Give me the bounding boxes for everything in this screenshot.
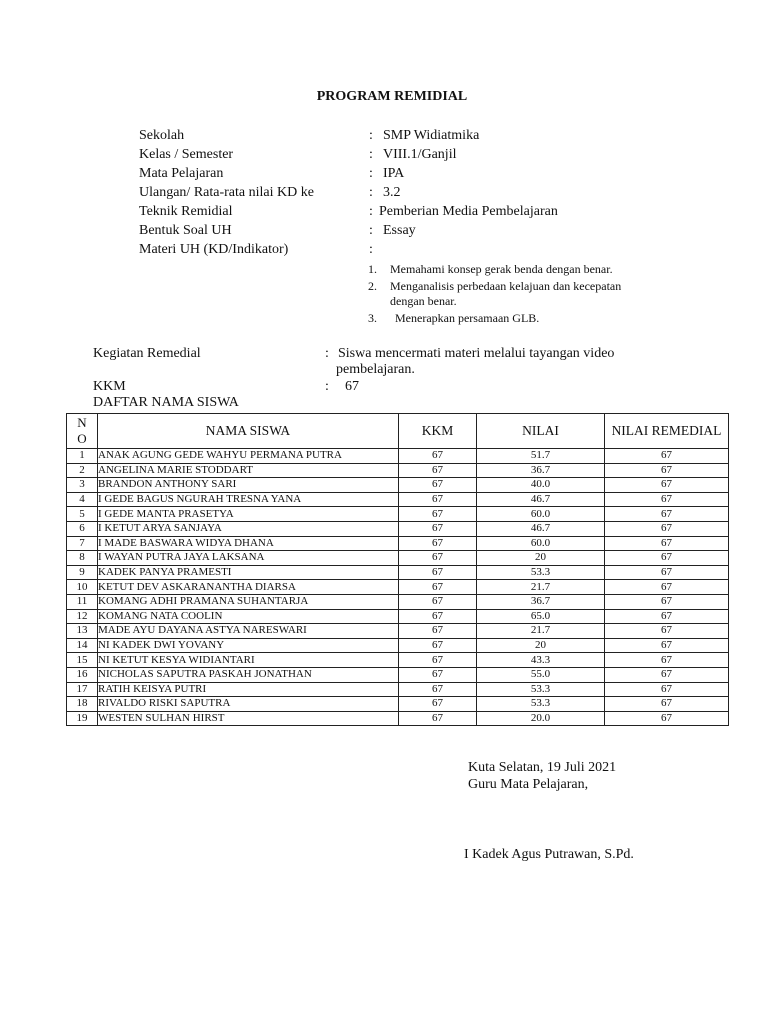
cell-no: 6 bbox=[67, 521, 98, 536]
info-label: Sekolah bbox=[139, 128, 185, 143]
cell-score: 40.0 bbox=[477, 478, 605, 493]
cell-no: 9 bbox=[67, 565, 98, 580]
activity-text: Siswa mencermati materi melalui tayangan video bbox=[338, 346, 615, 361]
activity-text-continued: pembelajaran. bbox=[336, 362, 415, 377]
table-row bbox=[67, 624, 729, 639]
table-row bbox=[67, 609, 729, 624]
table-row bbox=[67, 521, 729, 536]
cell-score: 46.7 bbox=[477, 521, 605, 536]
cell-no: 12 bbox=[67, 609, 98, 624]
student-list-heading: DAFTAR NAMA SISWA bbox=[93, 395, 239, 410]
objective-item bbox=[0, 262, 768, 278]
cell-remedial: 67 bbox=[605, 536, 729, 551]
cell-score: 60.0 bbox=[477, 507, 605, 522]
cell-name: NI KADEK DWI YOVANY bbox=[98, 638, 399, 653]
table-row bbox=[67, 638, 729, 653]
cell-kkm: 67 bbox=[399, 449, 477, 464]
cell-remedial: 67 bbox=[605, 682, 729, 697]
objective-number: 3. bbox=[368, 311, 377, 325]
header-no-line2: O bbox=[77, 431, 87, 446]
cell-no: 15 bbox=[67, 653, 98, 668]
signature-role: Guru Mata Pelajaran, bbox=[468, 777, 589, 792]
cell-remedial: 67 bbox=[605, 697, 729, 712]
cell-score: 55.0 bbox=[477, 667, 605, 682]
table-row bbox=[67, 463, 729, 478]
cell-remedial: 67 bbox=[605, 624, 729, 639]
cell-kkm: 67 bbox=[399, 551, 477, 566]
cell-score: 36.7 bbox=[477, 463, 605, 478]
cell-kkm: 67 bbox=[399, 609, 477, 624]
info-separator: : bbox=[369, 166, 373, 181]
cell-name: WESTEN SULHAN HIRST bbox=[98, 711, 399, 726]
info-value: VIII.1/Ganjil bbox=[383, 147, 457, 162]
cell-score: 65.0 bbox=[477, 609, 605, 624]
info-value: Pemberian Media Pembelajaran bbox=[379, 204, 558, 219]
info-separator: : bbox=[369, 204, 373, 219]
cell-remedial: 67 bbox=[605, 667, 729, 682]
cell-kkm: 67 bbox=[399, 492, 477, 507]
cell-score: 20 bbox=[477, 551, 605, 566]
header-score: NILAI bbox=[477, 414, 605, 449]
cell-kkm: 67 bbox=[399, 463, 477, 478]
info-value: 3.2 bbox=[383, 185, 401, 200]
cell-score: 53.3 bbox=[477, 682, 605, 697]
table-row bbox=[67, 594, 729, 609]
table-row bbox=[67, 667, 729, 682]
cell-name: KOMANG NATA COOLIN bbox=[98, 609, 399, 624]
table-row bbox=[67, 536, 729, 551]
info-row-subject bbox=[0, 166, 768, 186]
objective-number: 2. bbox=[368, 279, 377, 293]
cell-remedial: 67 bbox=[605, 449, 729, 464]
cell-remedial: 67 bbox=[605, 565, 729, 580]
info-separator: : bbox=[369, 147, 373, 162]
cell-no: 10 bbox=[67, 580, 98, 595]
cell-score: 20.0 bbox=[477, 711, 605, 726]
cell-kkm: 67 bbox=[399, 507, 477, 522]
info-row-material bbox=[0, 242, 768, 262]
cell-no: 3 bbox=[67, 478, 98, 493]
cell-name: KOMANG ADHI PRAMANA SUHANTARJA bbox=[98, 594, 399, 609]
cell-name: KADEK PANYA PRAMESTI bbox=[98, 565, 399, 580]
cell-kkm: 67 bbox=[399, 594, 477, 609]
info-row-kd bbox=[0, 185, 768, 205]
cell-kkm: 67 bbox=[399, 624, 477, 639]
objective-number: 1. bbox=[368, 262, 377, 276]
cell-score: 43.3 bbox=[477, 653, 605, 668]
cell-score: 60.0 bbox=[477, 536, 605, 551]
cell-score: 46.7 bbox=[477, 492, 605, 507]
info-label: Bentuk Soal UH bbox=[139, 223, 232, 238]
cell-name: I WAYAN PUTRA JAYA LAKSANA bbox=[98, 551, 399, 566]
cell-kkm: 67 bbox=[399, 521, 477, 536]
table-row bbox=[67, 682, 729, 697]
header-no bbox=[67, 414, 98, 449]
cell-name: NICHOLAS SAPUTRA PASKAH JONATHAN bbox=[98, 667, 399, 682]
cell-name: MADE AYU DAYANA ASTYA NARESWARI bbox=[98, 624, 399, 639]
kkm-value: 67 bbox=[345, 379, 359, 394]
cell-name: NI KETUT KESYA WIDIANTARI bbox=[98, 653, 399, 668]
table-row bbox=[67, 565, 729, 580]
table-row bbox=[67, 697, 729, 712]
cell-remedial: 67 bbox=[605, 594, 729, 609]
table-row bbox=[67, 653, 729, 668]
cell-kkm: 67 bbox=[399, 667, 477, 682]
objective-text-continued: dengan benar. bbox=[390, 294, 457, 308]
info-label: Teknik Remidial bbox=[139, 204, 233, 219]
student-table bbox=[66, 413, 729, 726]
header-no-line1: N bbox=[77, 415, 87, 430]
kkm-separator: : bbox=[325, 379, 329, 394]
cell-score: 21.7 bbox=[477, 624, 605, 639]
info-row-school bbox=[0, 128, 768, 148]
table-row bbox=[67, 449, 729, 464]
cell-kkm: 67 bbox=[399, 682, 477, 697]
cell-no: 19 bbox=[67, 711, 98, 726]
cell-no: 5 bbox=[67, 507, 98, 522]
objective-item bbox=[0, 311, 768, 327]
info-row-question-form bbox=[0, 223, 768, 243]
info-value: SMP Widiatmika bbox=[383, 128, 480, 143]
info-separator: : bbox=[369, 242, 373, 257]
cell-no: 17 bbox=[67, 682, 98, 697]
header-kkm: KKM bbox=[399, 414, 477, 449]
cell-score: 53.3 bbox=[477, 565, 605, 580]
cell-name: RATIH KEISYA PUTRI bbox=[98, 682, 399, 697]
cell-remedial: 67 bbox=[605, 653, 729, 668]
cell-kkm: 67 bbox=[399, 580, 477, 595]
table-row bbox=[67, 507, 729, 522]
cell-remedial: 67 bbox=[605, 580, 729, 595]
cell-no: 7 bbox=[67, 536, 98, 551]
cell-no: 11 bbox=[67, 594, 98, 609]
cell-kkm: 67 bbox=[399, 697, 477, 712]
cell-name: I GEDE BAGUS NGURAH TRESNA YANA bbox=[98, 492, 399, 507]
cell-no: 13 bbox=[67, 624, 98, 639]
info-row-class bbox=[0, 147, 768, 167]
cell-no: 1 bbox=[67, 449, 98, 464]
header-remedial: NILAI REMEDIAL bbox=[605, 414, 729, 449]
table-row bbox=[67, 551, 729, 566]
info-value: IPA bbox=[383, 166, 405, 181]
cell-no: 18 bbox=[67, 697, 98, 712]
cell-score: 20 bbox=[477, 638, 605, 653]
kkm-label: KKM bbox=[93, 379, 126, 394]
info-label: Materi UH (KD/Indikator) bbox=[139, 242, 289, 257]
activity-separator: : bbox=[325, 346, 329, 361]
table-row bbox=[67, 711, 729, 726]
cell-name: I KETUT ARYA SANJAYA bbox=[98, 521, 399, 536]
info-row-technique bbox=[0, 204, 768, 224]
objective-text: Memahami konsep gerak benda dengan benar. bbox=[390, 262, 613, 276]
cell-no: 4 bbox=[67, 492, 98, 507]
info-separator: : bbox=[369, 185, 373, 200]
info-label: Kelas / Semester bbox=[139, 147, 234, 162]
cell-score: 21.7 bbox=[477, 580, 605, 595]
cell-score: 53.3 bbox=[477, 697, 605, 712]
cell-kkm: 67 bbox=[399, 711, 477, 726]
cell-score: 51.7 bbox=[477, 449, 605, 464]
cell-no: 16 bbox=[67, 667, 98, 682]
cell-remedial: 67 bbox=[605, 609, 729, 624]
student-rows bbox=[67, 449, 729, 726]
table-row bbox=[67, 580, 729, 595]
cell-no: 14 bbox=[67, 638, 98, 653]
signature-name: I Kadek Agus Putrawan, S.Pd. bbox=[464, 847, 634, 862]
activity-label: Kegiatan Remedial bbox=[93, 346, 201, 361]
signature-place-date: Kuta Selatan, 19 Juli 2021 bbox=[468, 760, 617, 775]
cell-remedial: 67 bbox=[605, 478, 729, 493]
info-separator: : bbox=[369, 128, 373, 143]
objective-text: Menerapkan persamaan GLB. bbox=[395, 311, 540, 325]
cell-name: KETUT DEV ASKARANANTHA DIARSA bbox=[98, 580, 399, 595]
objective-item bbox=[0, 279, 768, 311]
cell-score: 36.7 bbox=[477, 594, 605, 609]
header-name: NAMA SISWA bbox=[98, 414, 399, 449]
info-separator: : bbox=[369, 223, 373, 238]
cell-kkm: 67 bbox=[399, 638, 477, 653]
cell-kkm: 67 bbox=[399, 653, 477, 668]
cell-kkm: 67 bbox=[399, 565, 477, 580]
cell-remedial: 67 bbox=[605, 638, 729, 653]
cell-name: RIVALDO RISKI SAPUTRA bbox=[98, 697, 399, 712]
cell-remedial: 67 bbox=[605, 551, 729, 566]
table-header-row bbox=[67, 414, 729, 449]
info-label: Ulangan/ Rata-rata nilai KD ke bbox=[139, 185, 314, 200]
cell-name: ANGELINA MARIE STODDART bbox=[98, 463, 399, 478]
cell-kkm: 67 bbox=[399, 536, 477, 551]
info-label: Mata Pelajaran bbox=[139, 166, 224, 181]
cell-remedial: 67 bbox=[605, 711, 729, 726]
cell-remedial: 67 bbox=[605, 507, 729, 522]
objective-text: Menganalisis perbedaan kelajuan dan kecepatan bbox=[390, 279, 622, 293]
cell-remedial: 67 bbox=[605, 521, 729, 536]
cell-name: ANAK AGUNG GEDE WAHYU PERMANA PUTRA bbox=[98, 449, 399, 464]
cell-remedial: 67 bbox=[605, 492, 729, 507]
document-title: PROGRAM REMIDIAL bbox=[316, 89, 468, 104]
table-row bbox=[67, 478, 729, 493]
cell-name: I GEDE MANTA PRASETYA bbox=[98, 507, 399, 522]
cell-remedial: 67 bbox=[605, 463, 729, 478]
cell-name: BRANDON ANTHONY SARI bbox=[98, 478, 399, 493]
table-row bbox=[67, 492, 729, 507]
cell-no: 8 bbox=[67, 551, 98, 566]
info-value: Essay bbox=[383, 223, 416, 238]
cell-kkm: 67 bbox=[399, 478, 477, 493]
cell-name: I MADE BASWARA WIDYA DHANA bbox=[98, 536, 399, 551]
cell-no: 2 bbox=[67, 463, 98, 478]
